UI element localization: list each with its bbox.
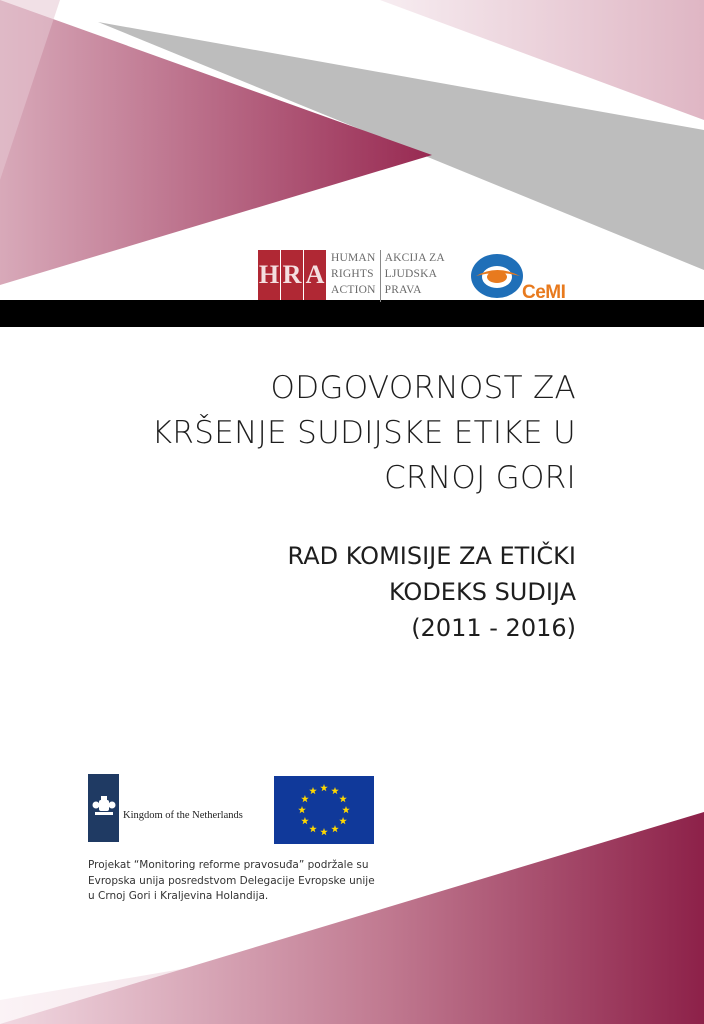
subtitle-line-3: (2011 - 2016) <box>411 614 576 642</box>
hra-letter-r: R <box>281 250 303 300</box>
hra-logo <box>258 250 445 302</box>
funding-note-line-3: u Crnoj Gori i Kraljevina Holandija. <box>88 890 269 902</box>
header-black-bar <box>0 300 704 327</box>
subtitle-line-2: KODEKS SUDIJA <box>389 578 576 606</box>
hra-local-name: AKCIJA ZA LJUDSKA PRAVA <box>384 252 445 296</box>
netherlands-label: Kingdom of the Netherlands <box>123 809 243 821</box>
hra-divider <box>380 250 381 302</box>
netherlands-coat-of-arms-icon <box>91 794 117 820</box>
title-line-1: ODGOVORNOST ZA <box>270 370 576 406</box>
hra-letter-h: H <box>258 250 280 300</box>
document-subtitle <box>288 538 576 646</box>
funding-note-line-1: Projekat “Monitoring reforme pravosuđa” podržale su <box>88 859 369 871</box>
document-title <box>152 366 576 501</box>
cemi-ring-icon <box>468 250 528 302</box>
funding-note <box>88 858 388 905</box>
netherlands-logo <box>88 774 243 842</box>
funding-note-line-2: Evropska unija posredstvom Delegacije Evropske unije <box>88 874 375 887</box>
title-line-2: KRŠENJE SUDIJSKE ETIKE U <box>151 415 576 451</box>
title-line-3: CRNOJ GORI <box>384 460 576 496</box>
top-left-magenta-triangle <box>0 0 432 285</box>
hra-letter-a: A <box>304 250 326 300</box>
cemi-wordmark: CeMI <box>522 282 566 302</box>
netherlands-blue-bar <box>88 774 119 842</box>
cemi-logo <box>468 250 588 302</box>
hra-english-name: HUMAN RIGHTS ACTION <box>331 252 376 296</box>
eu-flag-icon <box>274 776 374 844</box>
subtitle-line-1: RAD KOMISIJE ZA ETIČKI <box>287 542 576 570</box>
